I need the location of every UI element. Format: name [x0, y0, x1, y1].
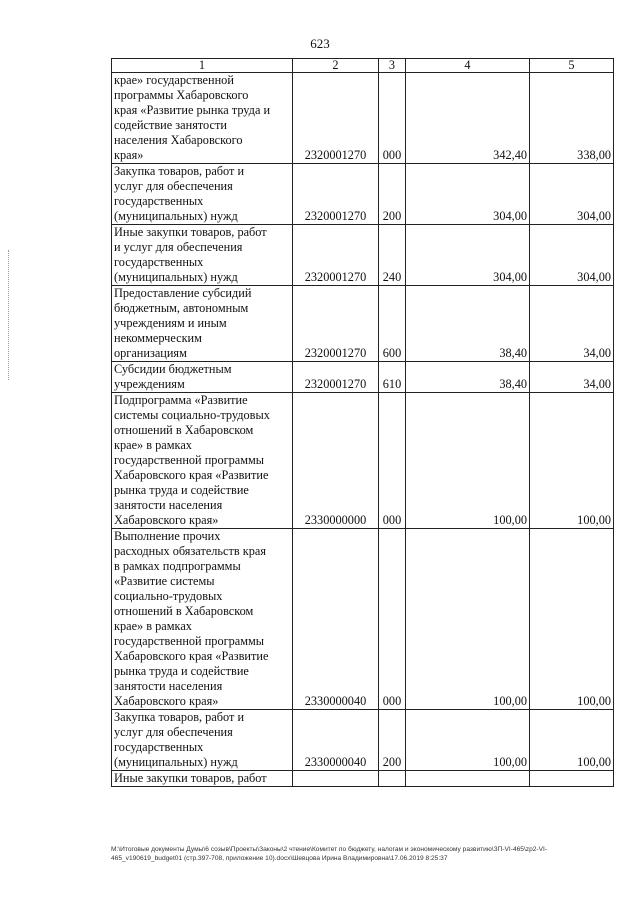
row-value-1: 38,40 [406, 362, 530, 393]
row-name: Иные закупки товаров, работ [112, 771, 293, 787]
row-type: 240 [379, 225, 406, 286]
page-number: 623 [310, 36, 330, 51]
header-col-2: 2 [293, 59, 379, 73]
row-code: 2330000000 [293, 393, 379, 529]
header-col-1: 1 [112, 59, 293, 73]
row-code: 2320001270 [293, 73, 379, 164]
budget-table [111, 58, 614, 787]
table-row [112, 225, 614, 286]
document-footer-path: М:\Итоговые документы Думы\6 созыв\Проекты\Законы\2 чтение\Комитет по бюджету, налогам и экономическому развитию\ЗП-VI-465\zp2-VI-465_v190619_budget01 (стр.397-708, приложение 10).docx\Шевцова Ирина Владимировна\17.06.2019 8:25:37 [111, 846, 548, 862]
row-name: Закупка товаров, работ и услуг для обеспечения государственных (муниципальных) нужд [112, 710, 293, 771]
row-value-2: 34,00 [530, 286, 614, 362]
row-type: 600 [379, 286, 406, 362]
row-type: 200 [379, 164, 406, 225]
row-type: 000 [379, 73, 406, 164]
row-value-2: 100,00 [530, 710, 614, 771]
row-name: Иные закупки товаров, работ и услуг для обеспечения государственных (муниципальных) нужд [112, 225, 293, 286]
row-value-1: 100,00 [406, 710, 530, 771]
row-value-1 [406, 771, 530, 787]
row-value-1: 38,40 [406, 286, 530, 362]
row-value-1: 304,00 [406, 164, 530, 225]
table-row [112, 771, 614, 787]
table-row [112, 362, 614, 393]
table-row [112, 73, 614, 164]
header-col-5: 5 [530, 59, 614, 73]
row-code: 2330000040 [293, 710, 379, 771]
row-name: Выполнение прочих расходных обязательств края в рамках подпрограммы «Развитие системы социально-трудовых отношений в Хабаровском крае» в рамках государственной программы Хабаровского края «Развитие рынка труда и содействие занятости населения Хабаровского края» [112, 529, 293, 710]
row-code: 2320001270 [293, 362, 379, 393]
row-value-2: 338,00 [530, 73, 614, 164]
row-value-2: 100,00 [530, 529, 614, 710]
row-value-2: 34,00 [530, 362, 614, 393]
row-type: 200 [379, 710, 406, 771]
row-name: Субсидии бюджетным учреждениям [112, 362, 293, 393]
header-col-3: 3 [379, 59, 406, 73]
row-value-1: 342,40 [406, 73, 530, 164]
row-value-1: 100,00 [406, 393, 530, 529]
row-name: крае» государственной программы Хабаровского края «Развитие рынка труда и содействие занятости населения Хабаровского края» [112, 73, 293, 164]
table-row [112, 710, 614, 771]
row-name: Подпрограмма «Развитие системы социально-трудовых отношений в Хабаровском крае» в рамках государственной программы Хабаровского края «Развитие рынка труда и содействие занятости населения Хабаровского края» [112, 393, 293, 529]
row-code: 2320001270 [293, 225, 379, 286]
row-name: Закупка товаров, работ и услуг для обеспечения государственных (муниципальных) нужд [112, 164, 293, 225]
row-value-2: 304,00 [530, 225, 614, 286]
row-type: 000 [379, 393, 406, 529]
row-code: 2320001270 [293, 164, 379, 225]
row-value-2: 304,00 [530, 164, 614, 225]
row-code: 2330000040 [293, 529, 379, 710]
row-value-2: 100,00 [530, 393, 614, 529]
header-col-4: 4 [406, 59, 530, 73]
table-header-row [112, 59, 614, 73]
row-value-2 [530, 771, 614, 787]
table-row [112, 393, 614, 529]
table-row [112, 164, 614, 225]
row-type: 000 [379, 529, 406, 710]
row-value-1: 100,00 [406, 529, 530, 710]
row-value-1: 304,00 [406, 225, 530, 286]
row-type: 610 [379, 362, 406, 393]
row-code: 2320001270 [293, 286, 379, 362]
scan-edge-mark [8, 250, 10, 380]
row-type [379, 771, 406, 787]
row-name: Предоставление субсидий бюджетным, автономным учреждениям и иным некоммерческим организациям [112, 286, 293, 362]
table-row [112, 286, 614, 362]
row-code [293, 771, 379, 787]
table-row [112, 529, 614, 710]
